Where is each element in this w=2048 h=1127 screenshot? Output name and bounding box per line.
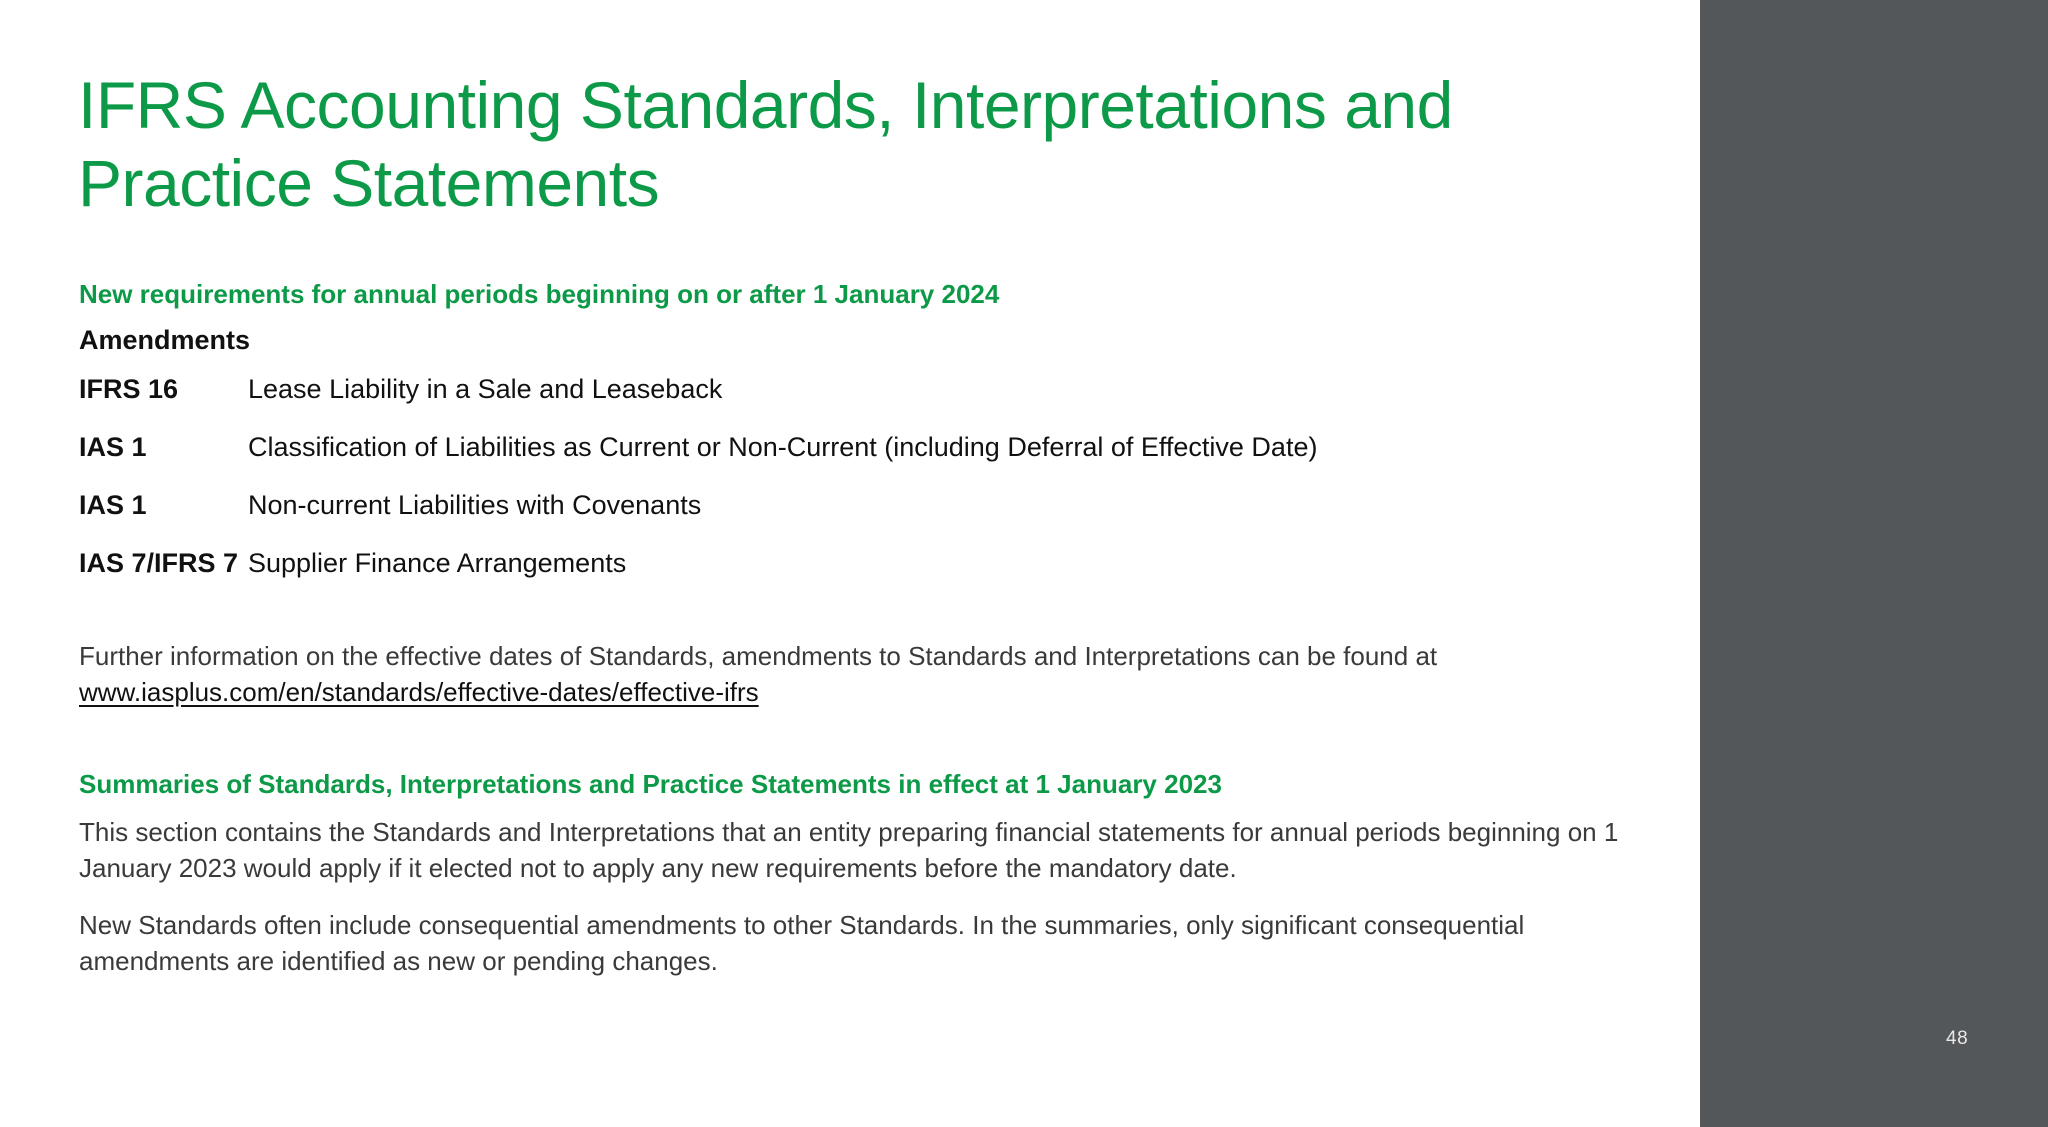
amendment-description: Non-current Liabilities with Covenants — [248, 490, 702, 520]
amendment-item — [79, 545, 1317, 603]
amendment-description: Supplier Finance Arrangements — [248, 548, 627, 578]
amendments-list — [79, 371, 1317, 603]
amendment-standard-code: IFRS 16 — [79, 374, 179, 404]
amendment-item — [79, 429, 1317, 487]
amendment-standard-code: IAS 7/IFRS 7 — [79, 548, 239, 578]
further-information-paragraph — [79, 638, 1639, 710]
new-requirements-heading: New requirements for annual periods beginning on or after 1 January 2024 — [79, 279, 1000, 309]
amendment-description: Classification of Liabilities as Current or Non-Current (including Deferral of Effective Date) — [248, 432, 1318, 462]
amendment-description: Lease Liability in a Sale and Leaseback — [248, 374, 723, 404]
effective-dates-link[interactable]: www.iasplus.com/en/standards/effective-dates/effective-ifrs — [79, 677, 759, 707]
amendment-item — [79, 487, 1317, 545]
page-number: 48 — [1946, 1028, 1969, 1049]
amendment-item — [79, 371, 1317, 429]
further-information-text: Further information on the effective dates of Standards, amendments to Standards and Interpretations can be found at — [79, 641, 1438, 671]
right-sidebar-panel — [1700, 0, 2048, 1127]
page-title-line-2: Practice Statements — [78, 146, 660, 220]
amendment-standard-code: IAS 1 — [79, 490, 147, 520]
page-title — [78, 66, 1578, 222]
amendments-subheading: Amendments — [79, 325, 251, 355]
summaries-paragraph-2: New Standards often include consequential amendments to other Standards. In the summaries, only significant consequential amendments are identified as new or pending changes. — [79, 910, 1525, 976]
summaries-heading: Summaries of Standards, Interpretations and Practice Statements in effect at 1 January 2023 — [79, 769, 1222, 799]
page-title-line-1: IFRS Accounting Standards, Interpretations and — [78, 68, 1453, 142]
amendment-standard-code: IAS 1 — [79, 432, 147, 462]
summaries-paragraph-1: This section contains the Standards and Interpretations that an entity preparing financial statements for annual periods beginning on 1 January 2023 would apply if it elected not to apply any new requirements before the mandatory date. — [79, 817, 1619, 883]
